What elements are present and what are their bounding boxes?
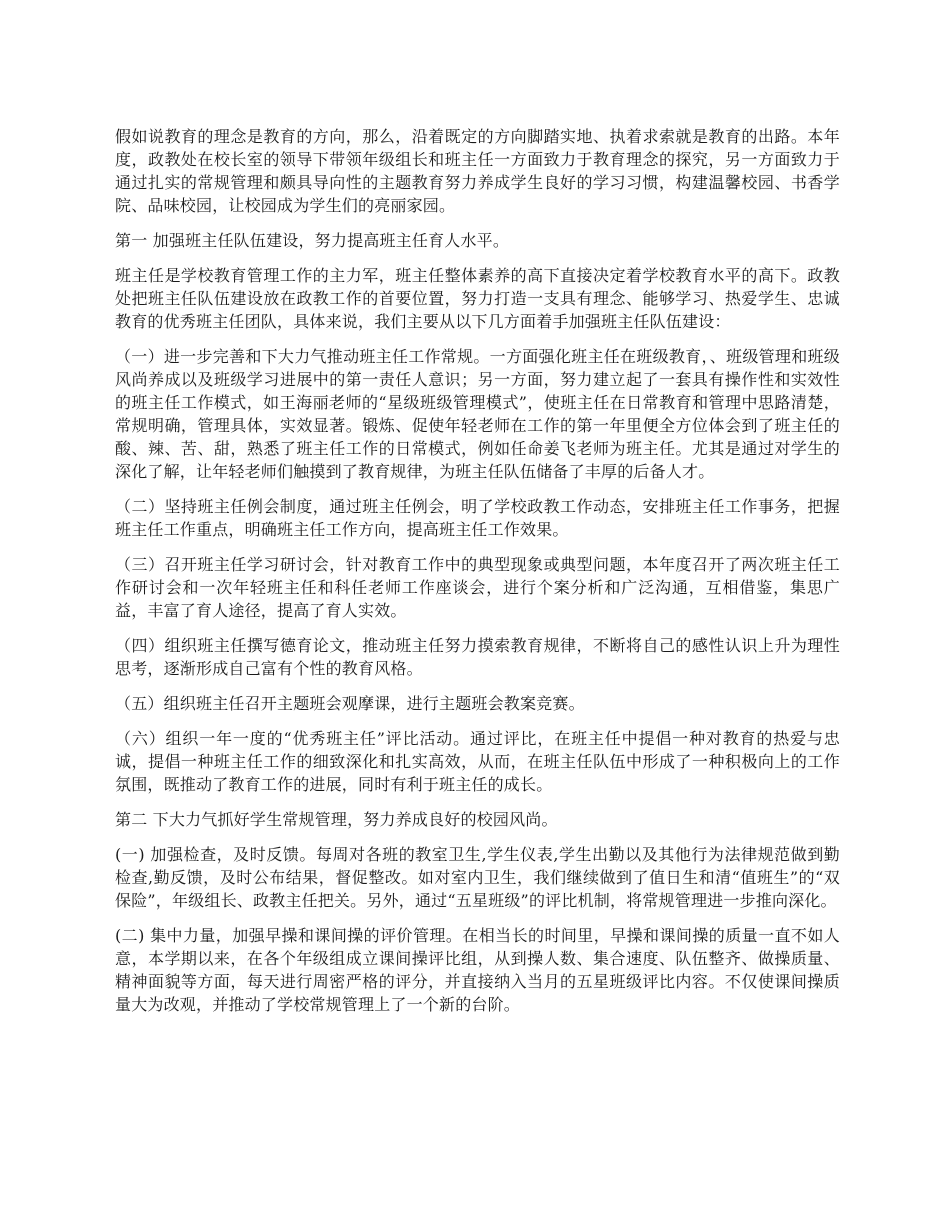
section-1-item-2: （二）坚持班主任例会制度，通过班主任例会，明了学校政教工作动态，安排班主任工作事务，把握班主任工作重点，明确班主任工作方向，提高班主任工作效果。 [115,497,840,539]
section-1-intro-paragraph: 班主任是学校教育管理工作的主力军，班主任整体素养的高下直接决定着学校教育水平的高下。政教处把班主任队伍建设放在政教工作的首要位置，努力打造一支具有理念、能够学习、热爱学生、忠诚教育的优秀班主任团队，具体来说，我们主要从以下几方面着手加强班主任队伍建设： [115,266,840,331]
section-1-item-6: （六）组织一年一度的“优秀班主任”评比活动。通过评比，在班主任中提倡一种对教育的热爱与忠诚，提倡一种班主任工作的细致深化和扎实高效，从而，在班主任队伍中形成了一种积极向上的工作氛围，既推动了教育工作的进展，同时有利于班主任的成长。 [115,729,840,794]
section-2-item-1: (一) 加强检查，及时反馈。每周对各班的教室卫生,学生仪表,学生出勤以及其他行为法律规范做到勤检查,勤反馈，及时公布结果，督促整改。如对室内卫生，我们继续做到了值日生和清“值班生”的“双保险”，年级组长、政教主任把关。另外，通过“五星班级”的评比机制，将常规管理进一步推向深化。 [115,845,840,910]
section-1-item-4: （四）组织班主任撰写德育论文，推动班主任努力摸索教育规律，不断将自己的感性认识上升为理性思考，逐渐形成自己富有个性的教育风格。 [115,636,840,678]
section-1-item-3: （三）召开班主任学习研讨会，针对教育工作中的典型现象或典型问题，本年度召开了两次班主任工作研讨会和一次年轻班主任和科任老师工作座谈会，进行个案分析和广泛沟通，互相借鉴，集思广益，丰富了育人途径，提高了育人实效。 [115,555,840,620]
section-heading-2: 第二 下大力气抓好学生常规管理，努力养成良好的校园风尚。 [115,810,558,829]
section-2-item-2: (二) 集中力量，加强早操和课间操的评价管理。在相当长的时间里，早操和课间操的质量一直不如人意，本学期以来，在各个年级组成立课间操评比组，从到操人数、集合速度、队伍整齐、做操质量、精神面貌等方面，每天进行周密严格的评分，并直接纳入当月的五星班级评比内容。不仅使课间操质量大为改观，并推动了学校常规管理上了一个新的台阶。 [115,926,840,1014]
section-heading-1: 第一 加强班主任队伍建设，努力提高班主任育人水平。 [115,231,510,250]
intro-paragraph: 假如说教育的理念是教育的方向，那么，沿着既定的方向脚踏实地、执着求索就是教育的出路。本年度，政教处在校长室的领导下带领年级组长和班主任一方面致力于教育理念的探究，另一方面致力于通过扎实的常规管理和颇具导向性的主题教育努力养成学生良好的学习习惯，构建温馨校园、书香学院、品味校园，让校园成为学生们的亮丽家园。 [115,127,840,215]
document-body [115,125,840,1028]
section-1-item-5: （五）组织班主任召开主题班会观摩课，进行主题班会教案竞赛。 [115,694,585,713]
section-1-item-1: （一）进一步完善和下大力气推动班主任工作常规。一方面强化班主任在班级教育，、班级管理和班级风尚养成以及班级学习进展中的第一责任人意识；另一方面，努力建立起了一套具有操作性和实效性的班主任工作模式，如王海丽老师的“星级班级管理模式”，使班主任在日常教育和管理中思路清楚，常规明确，管理具体，实效显著。锻炼、促使年轻老师在工作的第一年里便全方位体会到了班主任的酸、辣、苦、甜，熟悉了班主任工作的日常模式，例如任命姜飞老师为班主任。尤其是通过对学生的深化了解，让年轻老师们触摸到了教育规律，为班主任队伍储备了丰厚的后备人才。 [115,347,840,481]
